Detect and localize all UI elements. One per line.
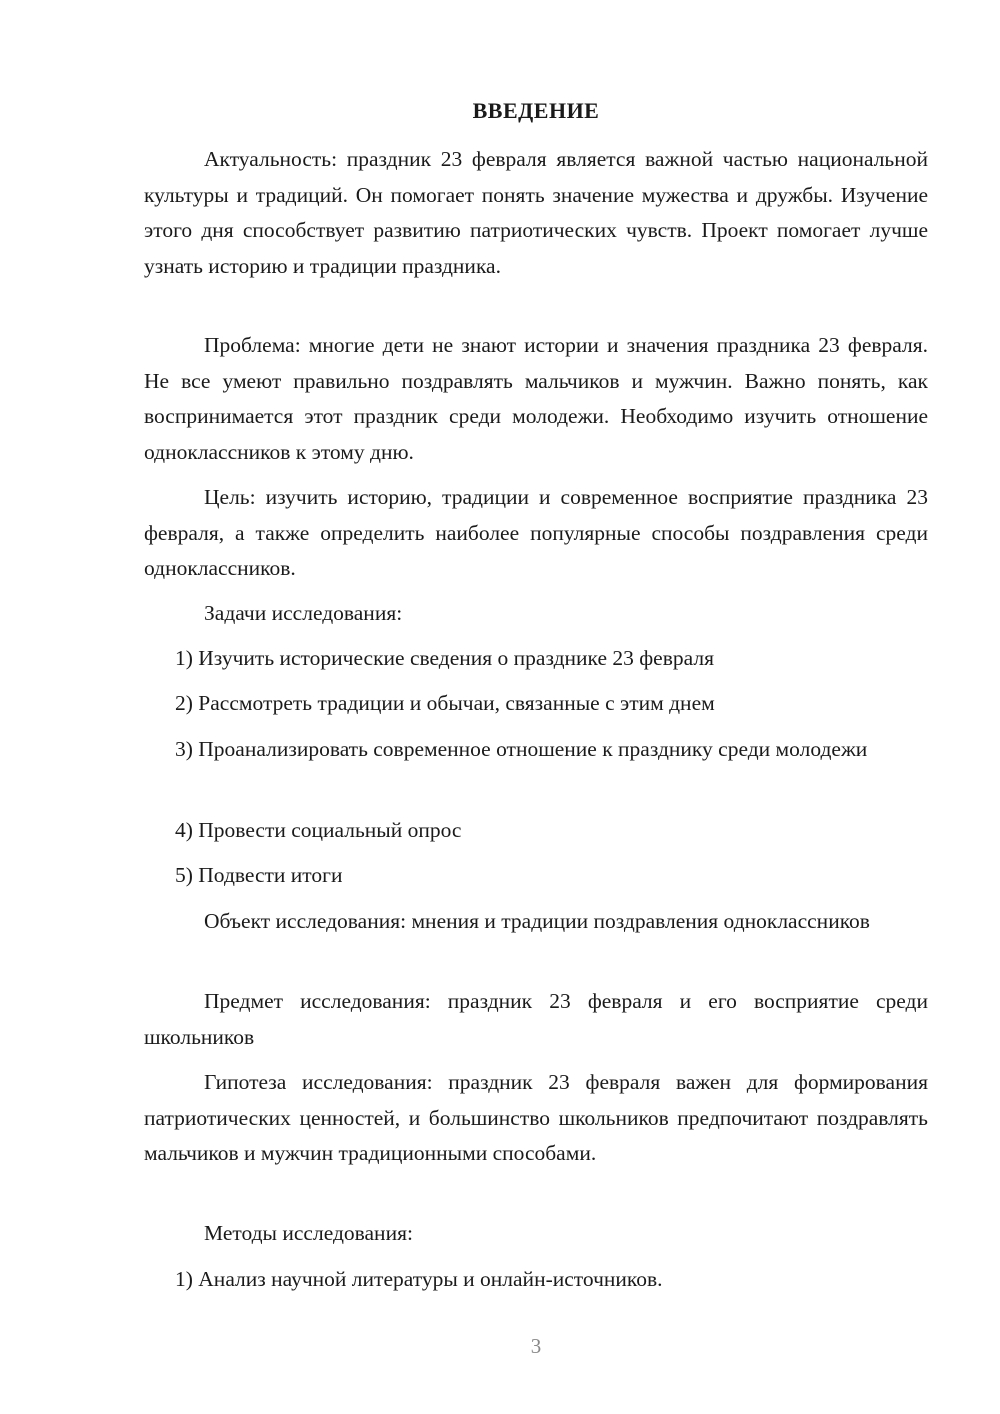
task-item: 1) Изучить исторические сведения о празднике 23 февраля bbox=[175, 646, 714, 670]
method-item: 1) Анализ научной литературы и онлайн-источников. bbox=[175, 1267, 663, 1291]
relevance-paragraph: Актуальность: праздник 23 февраля является важной частью национальной культуры и традиций. Он помогает понять значение мужества и дружбы. Изучение этого дня способствует развитию патриотических чувств. Проект помогает лучше узнать историю и традиции праздника. bbox=[144, 147, 928, 278]
hypothesis-paragraph: Гипотеза исследования: праздник 23 февраля важен для формирования патриотических ценностей, и большинство школьников предпочитают поздравлять мальчиков и мужчин традиционными способами. bbox=[144, 1070, 928, 1165]
subject-paragraph: Предмет исследования: праздник 23 февраля и его восприятие среди школьников bbox=[144, 989, 928, 1049]
task-item: 4) Провести социальный опрос bbox=[175, 818, 462, 842]
task-item: 5) Подвести итоги bbox=[175, 863, 343, 887]
task-item: 3) Проанализировать современное отношение к празднику среди молодежи bbox=[175, 737, 868, 761]
methods-heading: Методы исследования: bbox=[204, 1221, 413, 1245]
section-heading: ВВЕДЕНИЕ bbox=[472, 98, 600, 123]
page-number: 3 bbox=[530, 1334, 542, 1358]
task-item: 2) Рассмотреть традиции и обычаи, связанные с этим днем bbox=[175, 691, 715, 715]
tasks-heading: Задачи исследования: bbox=[204, 601, 403, 625]
object-paragraph: Объект исследования: мнения и традиции поздравления одноклассников bbox=[204, 909, 870, 933]
problem-paragraph: Проблема: многие дети не знают истории и значения праздника 23 февраля. Не все умеют правильно поздравлять мальчиков и мужчин. Важно понять, как воспринимается этот праздник среди молодежи. Необходимо изучить отношение одноклассников к этому дню. bbox=[144, 333, 928, 464]
goal-paragraph: Цель: изучить историю, традиции и современное восприятие праздника 23 февраля, а также определить наиболее популярные способы поздравления среди одноклассников. bbox=[144, 485, 928, 580]
